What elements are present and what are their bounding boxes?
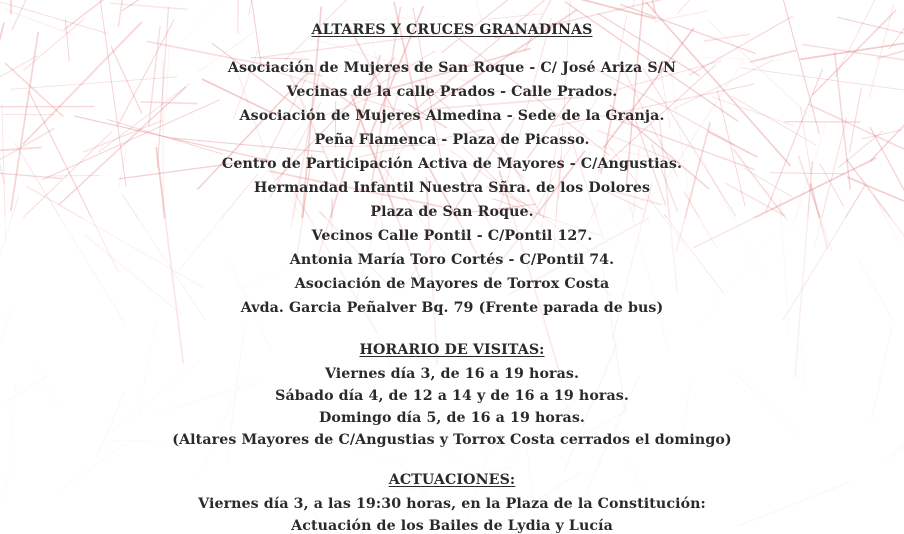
heading-altares: ALTARES Y CRUCES GRANADINAS bbox=[0, 22, 904, 38]
heading-actuaciones: ACTUACIONES: bbox=[0, 472, 904, 488]
horario-line: (Altares Mayores de C/Angustias y Torrox Costa cerrados el domingo) bbox=[0, 432, 904, 448]
altar-line: Vecinos Calle Pontil - C/Pontil 127. bbox=[0, 228, 904, 244]
altar-line: Centro de Participación Activa de Mayores - C/Angustias. bbox=[0, 156, 904, 172]
heading-horario: HORARIO DE VISITAS: bbox=[0, 342, 904, 358]
horario-line: Domingo día 5, de 16 a 19 horas. bbox=[0, 410, 904, 426]
altar-line: Asociación de Mujeres Almedina - Sede de la Granja. bbox=[0, 108, 904, 124]
horario-line: Sábado día 4, de 12 a 14 y de 16 a 19 horas. bbox=[0, 388, 904, 404]
actuaciones-line: Viernes día 3, a las 19:30 horas, en la Plaza de la Constitución: bbox=[0, 496, 904, 512]
altar-line: Vecinas de la calle Prados - Calle Prados. bbox=[0, 84, 904, 100]
altar-line: Antonia María Toro Cortés - C/Pontil 74. bbox=[0, 252, 904, 268]
altar-line: Avda. Garcia Peñalver Bq. 79 (Frente parada de bus) bbox=[0, 300, 904, 316]
altar-line: Hermandad Infantil Nuestra Sñra. de los Dolores bbox=[0, 180, 904, 196]
altar-line: Asociación de Mujeres de San Roque - C/ José Ariza S/N bbox=[0, 60, 904, 76]
altar-line: Asociación de Mayores de Torrox Costa bbox=[0, 276, 904, 292]
altar-line: Peña Flamenca - Plaza de Picasso. bbox=[0, 132, 904, 148]
horario-line: Viernes día 3, de 16 a 19 horas. bbox=[0, 366, 904, 382]
actuaciones-line: Actuación de los Bailes de Lydia y Lucía bbox=[0, 518, 904, 534]
altar-line: Plaza de San Roque. bbox=[0, 204, 904, 220]
